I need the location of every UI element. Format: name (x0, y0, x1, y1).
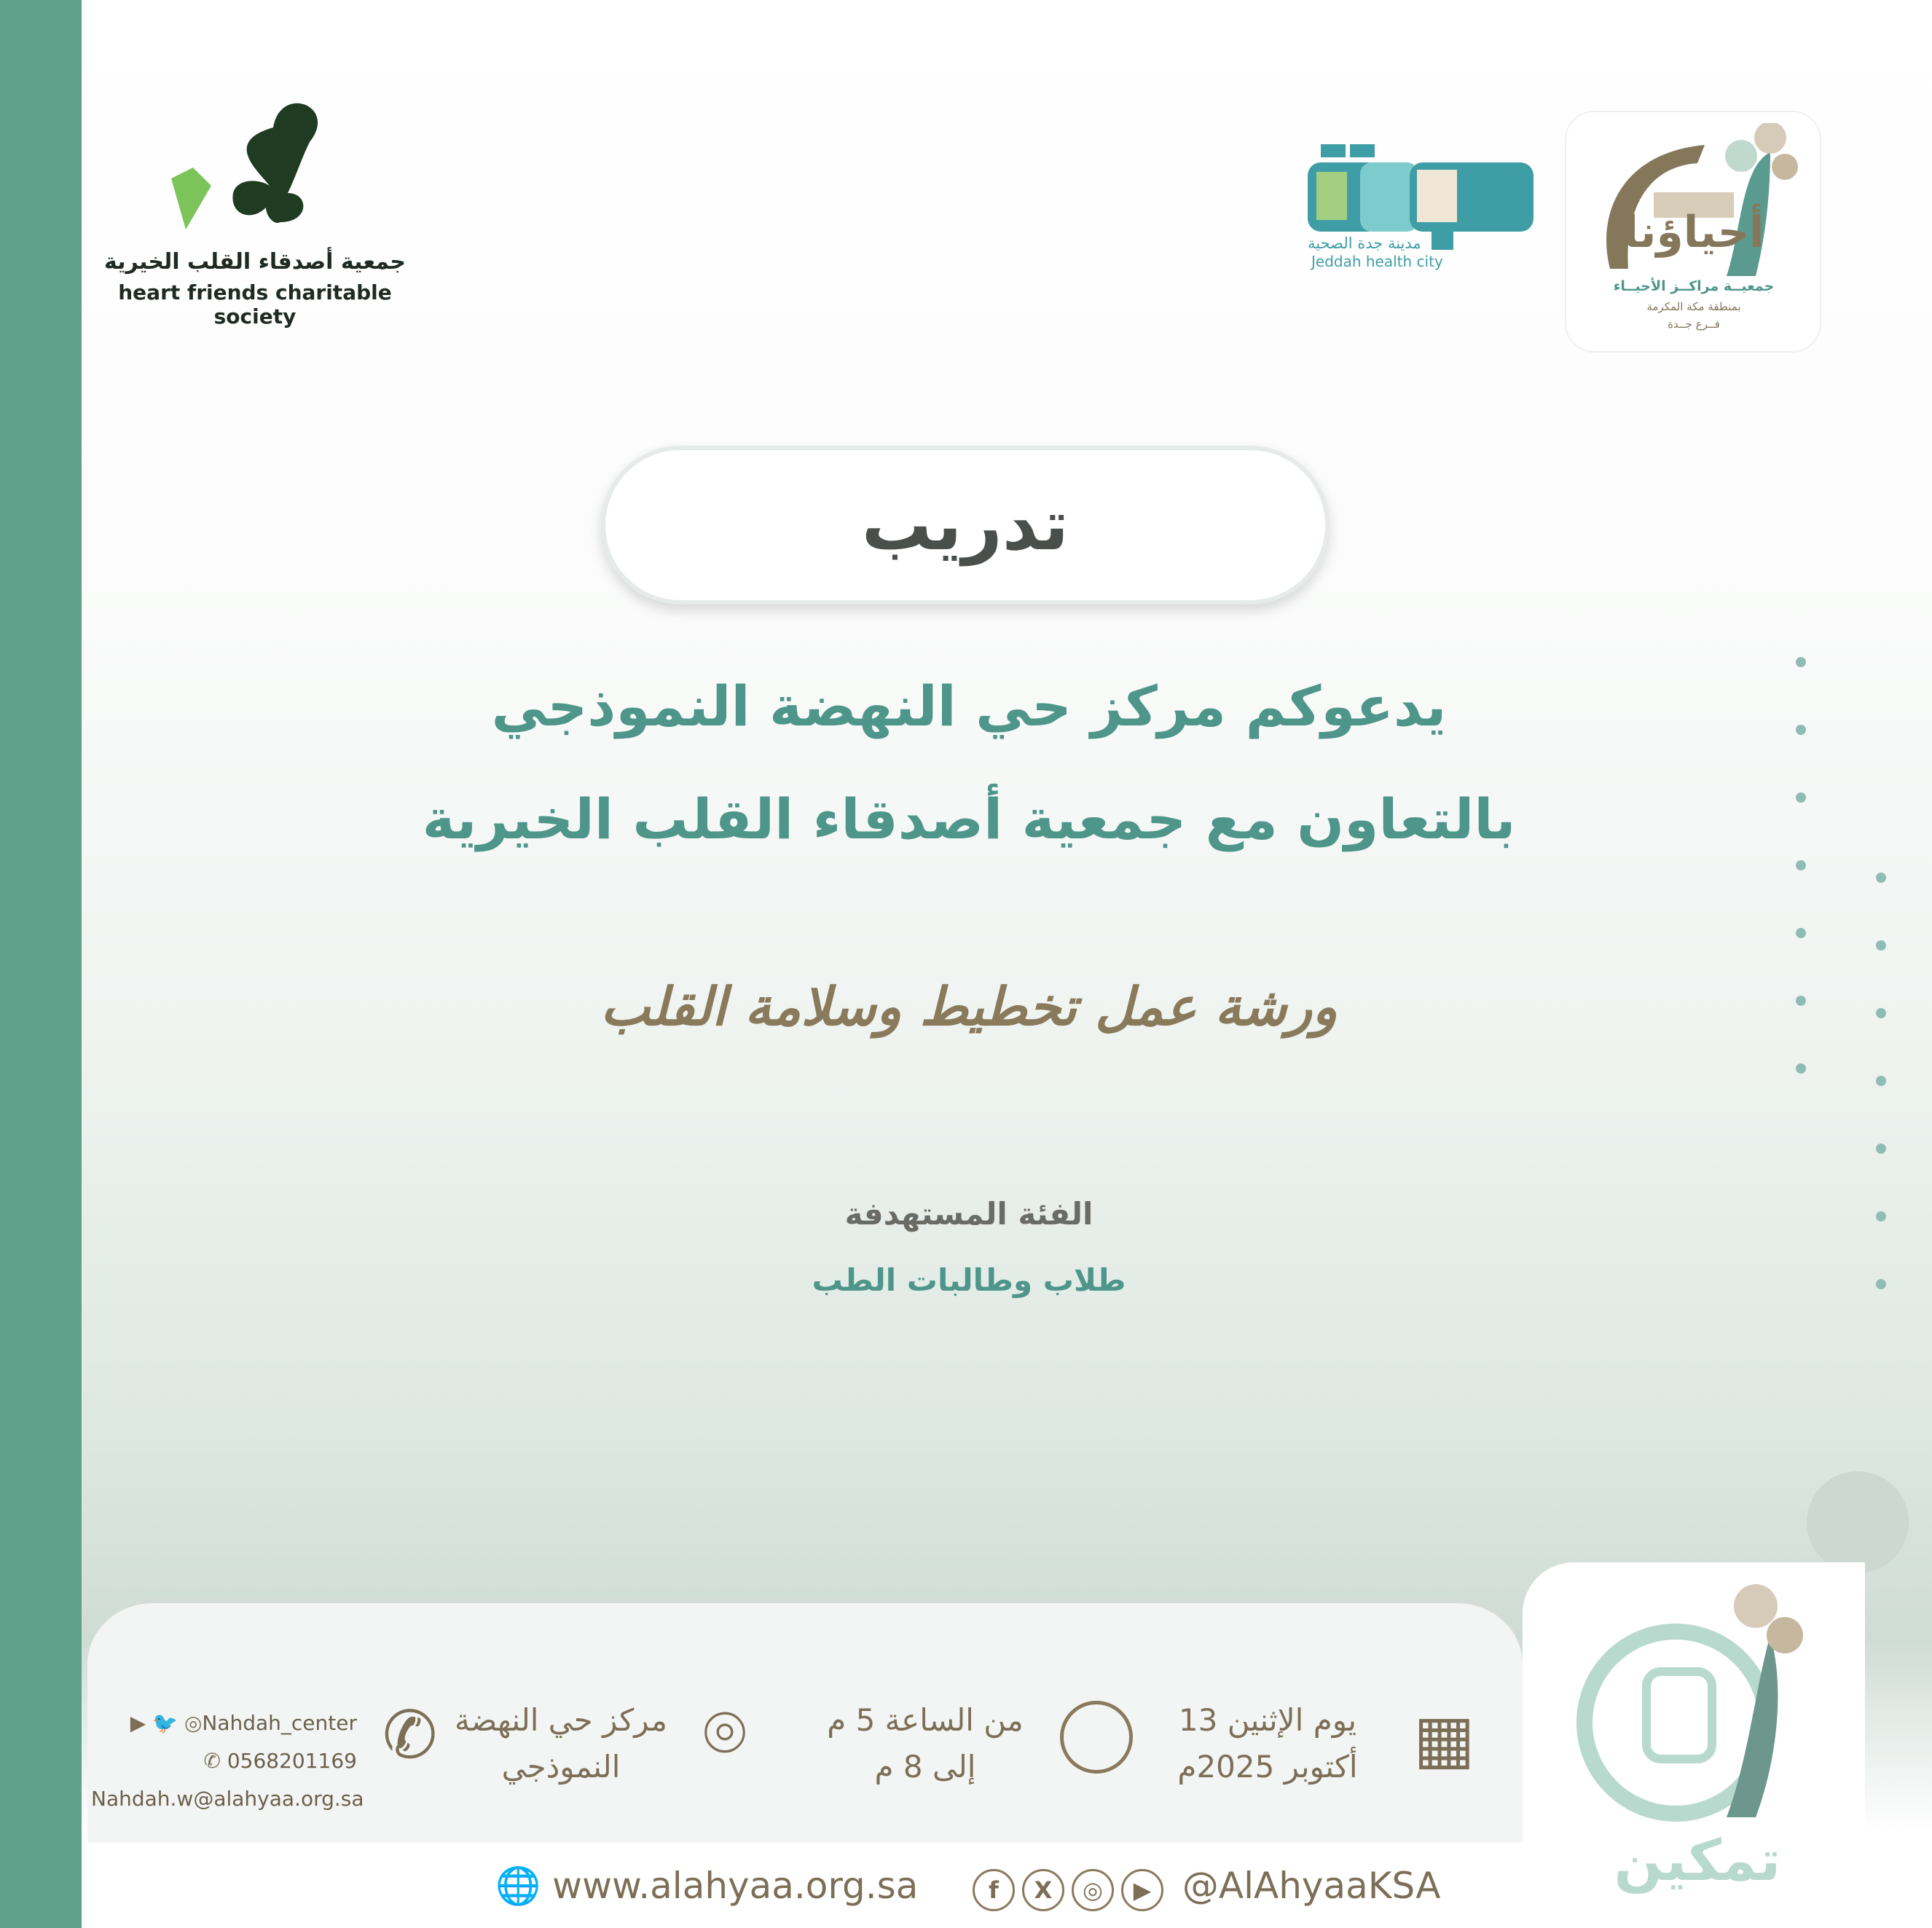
instagram-icon[interactable]: ◎ (1072, 1869, 1114, 1911)
decorative-dot (1876, 1211, 1886, 1221)
date-line-2: أكتوبر 2025م (1177, 1749, 1358, 1785)
location-pin-icon: ⌾ (703, 1690, 747, 1775)
decorative-dot (1876, 1076, 1886, 1086)
ahyaauna-title: أحياؤنا (1623, 207, 1764, 258)
training-badge-label: تدريب (861, 484, 1069, 566)
twitter-icon[interactable]: 🐦 (152, 1711, 178, 1735)
time-line-1: من الساعة 5 م (827, 1702, 1024, 1738)
training-badge (601, 446, 1330, 605)
decorative-dot (1876, 1008, 1886, 1018)
calendar-icon: ▦ (1413, 1701, 1476, 1777)
invite-line-1: يدعوكم مركز حي النهضة النموذجي (491, 674, 1447, 739)
heart-friends-logo (164, 98, 331, 240)
target-audience-label: الفئة المستهدفة (844, 1196, 1093, 1232)
decorative-dot (1796, 928, 1806, 938)
decorative-dot (1796, 860, 1806, 870)
whatsapp-icon: ✆ (203, 1749, 221, 1773)
facebook-icon[interactable]: f (973, 1869, 1015, 1911)
social-links (973, 1865, 1440, 1911)
decorative-dot (1796, 792, 1806, 803)
jeddah-health-city-name-en: Jeddah health city (1311, 253, 1443, 270)
event-location (444, 1697, 678, 1790)
decorative-dot (1796, 725, 1806, 735)
decorative-dot (1796, 1063, 1806, 1074)
heart-friends-name-ar: جمعية أصدقاء القلب الخيرية (104, 249, 406, 275)
ahyaauna-logo-card (1565, 111, 1821, 353)
invite-line-2: بالتعاون مع جمعية أصدقاء القلب الخيرية (422, 787, 1516, 851)
youtube-icon[interactable]: ▶ (1121, 1869, 1163, 1911)
decorative-dot (1796, 657, 1806, 667)
workshop-title: ورشة عمل تخطيط وسلامة القلب (600, 976, 1338, 1037)
youtube-icon[interactable]: ▶ (130, 1711, 146, 1735)
decorative-dot (1876, 873, 1886, 883)
email-address[interactable]: Nahdah.w@alahyaa.org.sa (91, 1787, 364, 1811)
location-line-1: مركز حي النهضة (455, 1702, 667, 1738)
decorative-dot (1876, 1279, 1886, 1289)
phone-icon: ✆ (382, 1697, 438, 1774)
decorative-circle (1807, 1471, 1909, 1573)
decorative-dot (1876, 1144, 1886, 1154)
contact-info (91, 1704, 364, 1818)
social-handle[interactable]: Nahdah_center (202, 1711, 357, 1735)
x-icon[interactable]: X (1022, 1869, 1064, 1911)
location-line-2: النموذجي (501, 1749, 621, 1785)
event-time (809, 1697, 1042, 1790)
decorative-dot (1796, 996, 1806, 1006)
phone-number[interactable]: 0568201169 (227, 1749, 357, 1773)
clock-icon (1060, 1701, 1133, 1774)
globe-icon: 🌐 (495, 1865, 541, 1907)
instagram-icon[interactable]: ◎ (184, 1711, 203, 1735)
decorative-dot (1876, 940, 1886, 951)
event-date (1151, 1697, 1384, 1790)
time-line-2: إلى 8 م (874, 1749, 976, 1785)
tamkeen-name: تمكين (1614, 1828, 1781, 1894)
date-line-1: يوم الإثنين 13 (1178, 1702, 1357, 1738)
website-link[interactable] (495, 1865, 918, 1908)
tamkeen-logo (1523, 1562, 1865, 1839)
heart-friends-name-en: heart friends charitable society (118, 280, 392, 328)
jeddah-health-city-name-ar: مدينة جدة الصحية (1308, 235, 1421, 252)
target-audience-value: طلاب وطالبات الطب (812, 1262, 1126, 1298)
ahyaauna-branch: فــرع جــدة (1668, 318, 1720, 331)
ahyaauna-subtitle: جمعيــة مراكــز الأحيــاء (1613, 278, 1775, 294)
left-green-strip (0, 0, 82, 1928)
website-url[interactable]: www.alahyaa.org.sa (552, 1865, 919, 1907)
ahyaauna-region: بمنطقة مكة المكرمة (1646, 300, 1741, 313)
social-handle-ahyaa[interactable]: @AlAhyaaKSA (1182, 1865, 1441, 1907)
